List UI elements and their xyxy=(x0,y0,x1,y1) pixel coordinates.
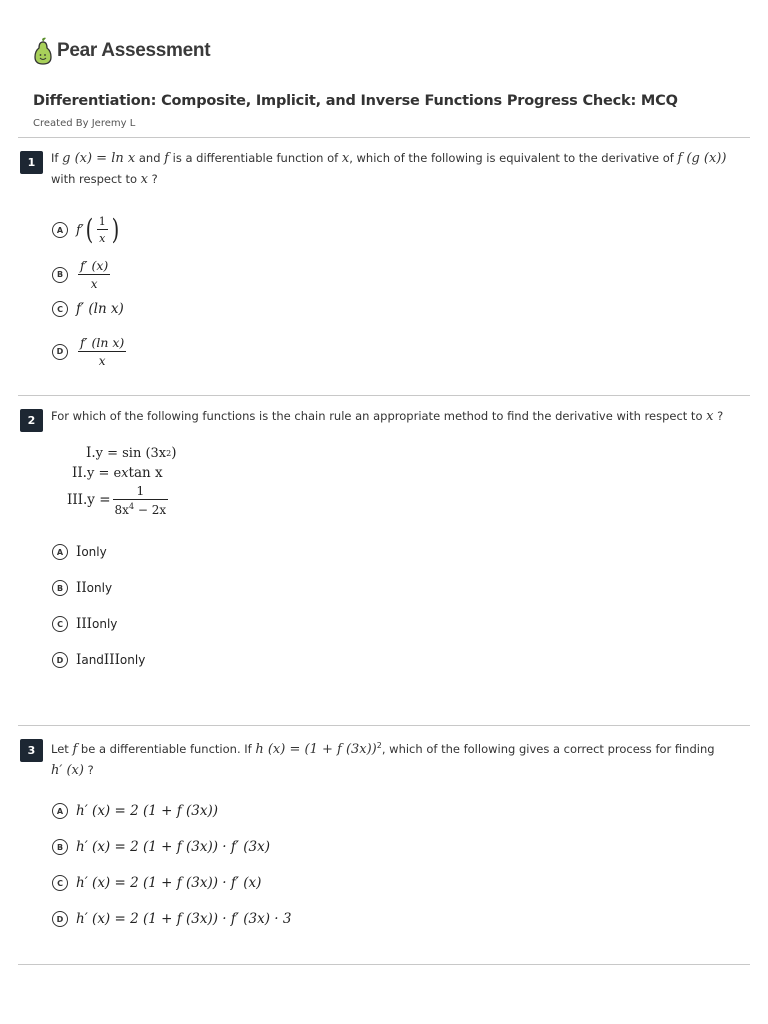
choice-bubble[interactable]: B xyxy=(52,267,68,283)
choice-text: I and III only xyxy=(76,652,146,668)
page-title: Differentiation: Composite, Implicit, and Inverse Functions Progress Check: MCQ xyxy=(33,93,678,109)
question-stem: For which of the following functions is the chain rule an appropriate method to find the derivative with respect to x ? xyxy=(51,409,724,424)
choice-bubble[interactable]: A xyxy=(52,803,68,819)
choice-d[interactable] xyxy=(52,652,145,668)
question-number-badge: 2 xyxy=(20,409,43,432)
choice-text: h′ (x) = 2 (1 + f (3x)) · f′ (x) xyxy=(76,875,262,891)
choice-text: f′ (ln x) xyxy=(76,301,124,317)
choice-c[interactable] xyxy=(52,616,117,632)
choice-d[interactable] xyxy=(52,911,291,927)
choice-b[interactable] xyxy=(52,258,112,291)
choice-bubble[interactable]: C xyxy=(52,875,68,891)
choice-bubble[interactable]: B xyxy=(52,839,68,855)
choice-text: II only xyxy=(76,580,113,596)
choice-text: III only xyxy=(76,616,118,632)
divider xyxy=(18,964,750,965)
choice-text: h′ (x) = 2 (1 + f (3x)) · f′ (3x) xyxy=(76,839,270,855)
statement-ii: II. y = e x tan x xyxy=(72,465,163,481)
question-stem: If g (x) = ln x and f is a differentiable function of x, which of the following is equivalent to the derivative of f (g (x)) with respect to x ? xyxy=(51,151,727,187)
question-stem: Let f be a differentiable function. If h (x) = (1 + f (3x))$^2$, which of the following gives a correct process for finding h′ (x) ? xyxy=(51,741,715,778)
brand-name: Pear Assessment xyxy=(57,40,211,61)
choice-bubble[interactable]: B xyxy=(52,580,68,596)
divider xyxy=(18,725,750,726)
choice-text: f′ ( $\frac{1}{x}$ ) xyxy=(76,213,119,246)
divider xyxy=(18,395,750,396)
choice-a[interactable] xyxy=(52,544,107,560)
question-number-badge: 1 xyxy=(20,151,43,174)
choice-b[interactable] xyxy=(52,580,112,596)
choice-text: h′ (x) = 2 (1 + f (3x)) xyxy=(76,803,219,819)
choice-text: h′ (x) = 2 (1 + f (3x)) · f′ (3x) · 3 xyxy=(76,911,292,927)
choice-bubble[interactable]: D xyxy=(52,911,68,927)
divider xyxy=(18,137,750,138)
choice-bubble[interactable]: C xyxy=(52,616,68,632)
statement-iii: III. y = $\frac{1}{8x^4 - 2x}$ xyxy=(67,483,167,517)
choice-c[interactable] xyxy=(52,301,124,317)
choice-b[interactable] xyxy=(52,839,270,855)
choice-bubble[interactable]: D xyxy=(52,652,68,668)
choice-d[interactable] xyxy=(52,335,128,368)
question-number-badge: 3 xyxy=(20,739,43,762)
choice-bubble[interactable]: C xyxy=(52,301,68,317)
choice-text: I only xyxy=(76,544,107,560)
choice-a[interactable] xyxy=(52,215,121,245)
choice-text: $\frac{\text{f′ (ln x)}}{x}$ xyxy=(80,335,125,368)
author-line: Created By Jeremy L xyxy=(33,118,136,129)
choice-text: $\frac{f' (x)}{x}$ xyxy=(80,258,109,291)
choice-bubble[interactable]: A xyxy=(52,222,68,238)
choice-bubble[interactable]: A xyxy=(52,544,68,560)
brand-logo xyxy=(33,37,210,65)
choice-bubble[interactable]: D xyxy=(52,344,68,360)
statement-i: I. y = sin (3x 2 ) xyxy=(86,445,177,461)
choice-c[interactable] xyxy=(52,875,261,891)
choice-a[interactable] xyxy=(52,803,218,819)
pear-icon xyxy=(33,37,53,65)
